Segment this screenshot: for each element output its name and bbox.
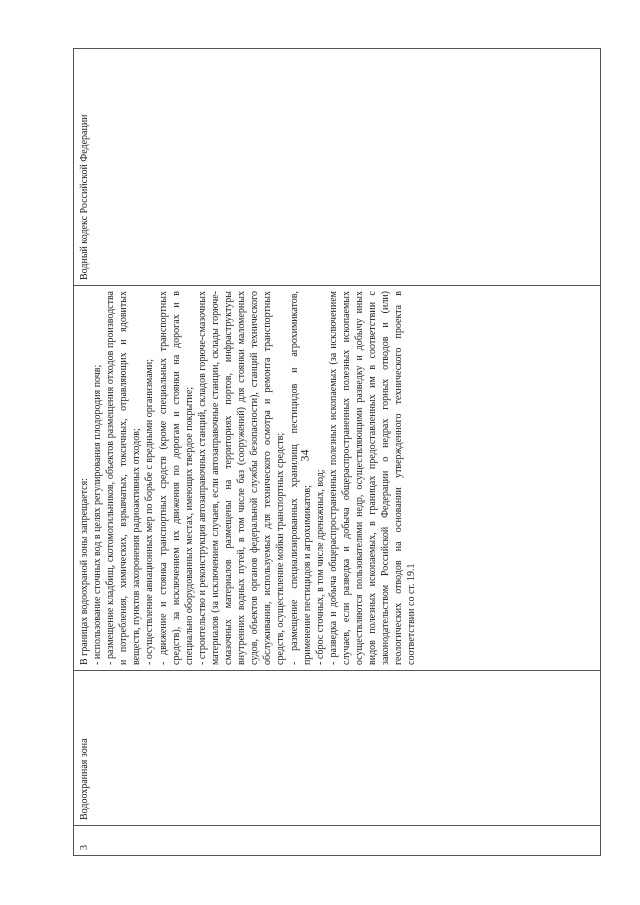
restriction-line: - осуществление авиационных мер по борьбе с вредными организмами;: [144, 359, 156, 665]
restriction-line: - строительство и реконструкция автозаправочных станций, складов горюче-смазочных материалов (за исключением случаев, если автозаправочные станции, склады горюче-смазочных материалов размещены на территориях портов, инфраструктуры внутренних водных путей, в том числе баз (сооружений) для стоянки маломерных судов, объектов органов федеральной службы безопасности), станций технического обслуживания, используемых для технического осмотра и ремонта транспортных средств, осуществление мойки транспортных средств;: [196, 291, 287, 665]
document-table: [73, 48, 601, 856]
restriction-line: В границах водоохраной зоны запрещается:: [79, 478, 90, 665]
restriction-line: - сброс сточных, в том числе дренажных, вод;: [314, 469, 326, 665]
zone-name: Водоохранная зона: [74, 670, 600, 825]
page-number: 34: [297, 449, 312, 462]
legal-basis: Водный кодекс Российской Федерации: [79, 114, 90, 280]
restriction-line: - размещение специализированных хранилищ пестицидов и агрохимикатов, применение пестицидов и агрохимикатов;: [288, 291, 313, 665]
restriction-line: - разведка и добыча общераспространенных полезных ископаемых (за исключением случаев, если разведка и добыча общераспространенных полезных ископаемых осуществляются пользователями недр, осуществляющими разведку и добычу иных видов полезных ископаемых, в границах предоставленных им в соответствии с законодательством Российской Федерации о недрах горных отводов и (или) геологических отводов на основании утвержденного технического проекта в соответствии со ст. 19.1: [327, 291, 418, 665]
restriction-line: - размещение кладбищ, скотомогильников, объектов размещения отходов производства и потребления, химических, взрывчатых, токсичных, отравляющих и ядовитых веществ, пунктов захоронения радиоактивных отходов;: [105, 291, 143, 665]
restriction-line: - движение и стоянка транспортных средств (кроме специальных транспортных средств), за исключением их движения по дорогам и стоянки на дорогах и в специально оборудованных местах, имеющих твердое покрытие;: [157, 291, 195, 665]
restriction-line: - использование сточных вод в целях регулирования плодородия почв;: [92, 364, 104, 665]
row-number: 3: [74, 825, 600, 855]
restrictions-text: [74, 285, 600, 670]
